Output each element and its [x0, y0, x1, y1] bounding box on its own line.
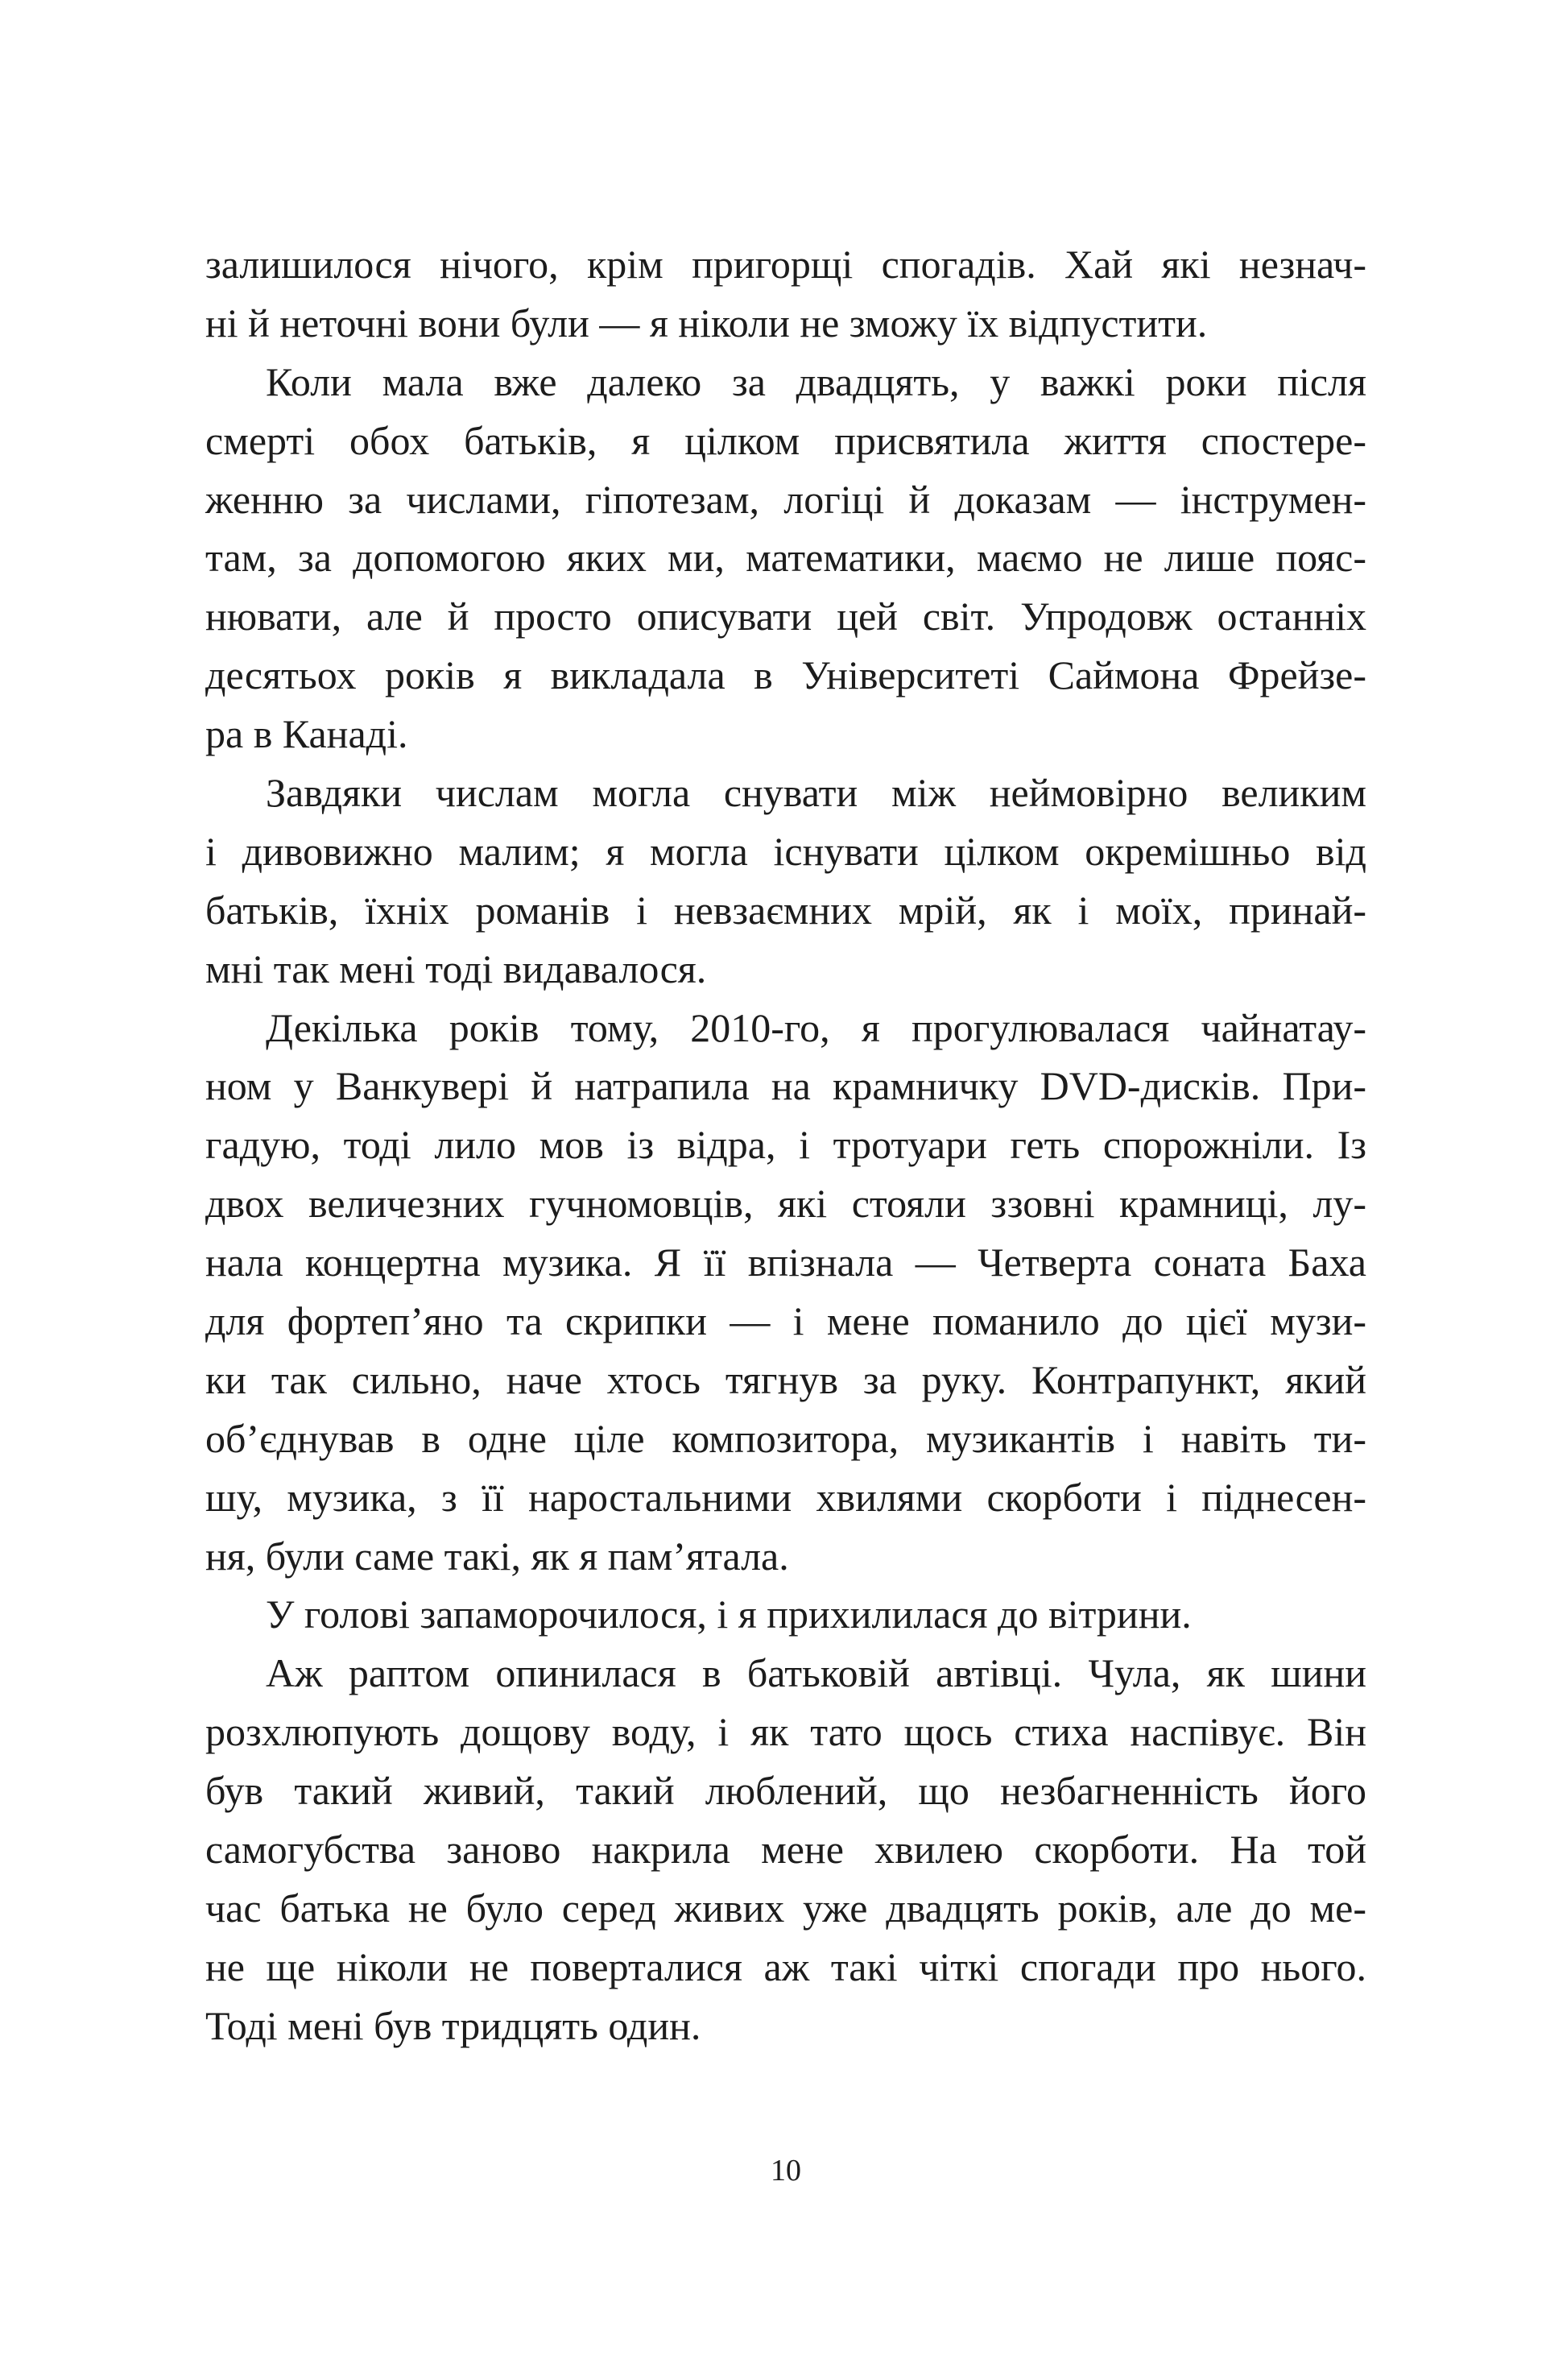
text-line: ні й неточні вони були — я ніколи не зможу їх відпустити.	[205, 300, 1208, 346]
text-line: не ще ніколи не поверталися аж такі чіткі спогади про нього.	[205, 1943, 1366, 1989]
text-line: для фортеп’яно та скрипки — і мене поманило до цієї музи-	[205, 1298, 1366, 1344]
text-line: Декілька років тому, 2010-го, я прогулювалася чайнатау-	[266, 1004, 1366, 1050]
text-line: залишилося нічого, крім пригорщі спогадів. Хай які незнач-	[205, 242, 1366, 287]
text-line: і дивовижно малим; я могла існувати цілком окремішньо від	[205, 828, 1366, 874]
text-line: там, за допомогою яких ми, математики, маємо не лише пояс-	[205, 535, 1366, 581]
text-line: самогубства заново накрила мене хвилею скорботи. На той	[205, 1827, 1366, 1873]
text-line: Завдяки числам могла снувати між неймовірно великим	[266, 770, 1366, 816]
text-line: батьків, їхніх романів і невзаємних мрій, як і моїх, принай-	[205, 887, 1366, 933]
text-line: розхлюпують дощову воду, і як тато щось стиха наспівує. Він	[205, 1709, 1366, 1755]
text-line: мні так мені тоді видавалося.	[205, 946, 707, 991]
text-line: був такий живий, такий люблений, що незбагненність його	[205, 1768, 1366, 1814]
text-line: двох величезних гучномовців, які стояли ззовні крамниці, лу-	[205, 1181, 1366, 1227]
paragraph-6	[205, 1644, 1366, 2055]
text-line: Коли мала вже далеко за двадцять, у важкі роки після	[266, 358, 1366, 404]
text-line: женню за числами, гіпотезам, логіці й доказам — інструмен-	[205, 476, 1366, 522]
paragraph-2	[205, 353, 1366, 764]
text-line: смерті обох батьків, я цілком присвятила життя спостере-	[205, 417, 1366, 463]
text-line: Аж раптом опинилася в батьковій автівці. Чула, як шини	[266, 1650, 1366, 1696]
text-line: ном у Ванкувері й натрапила на крамничку DVD-дисків. При-	[205, 1063, 1366, 1109]
text-line: об’єднував в одне ціле композитора, музикантів і навіть ти-	[205, 1415, 1366, 1461]
text-line: нювати, але й просто описувати цей світ. Упродовж останніх	[205, 594, 1366, 639]
paragraph-3	[205, 764, 1366, 999]
text-line: Тоді мені був тридцять один.	[205, 2002, 701, 2048]
text-line: нала концертна музика. Я її впізнала — Четверта соната Баха	[205, 1240, 1366, 1285]
text-line: ра в Канаді.	[205, 711, 408, 757]
paragraph-4	[205, 999, 1366, 1586]
paragraph-5	[205, 1585, 1366, 1644]
text-line: десятьох років я викладала в Університеті Саймона Фрейзе-	[205, 652, 1366, 698]
body-text	[205, 235, 1366, 2055]
text-line: У голові запаморочилося, і я прихилилася до вітрини.	[266, 1591, 1192, 1637]
text-line: час батька не було серед живих уже двадцять років, але до ме-	[205, 1885, 1366, 1931]
page-number: 10	[771, 2154, 801, 2188]
text-line: гадую, тоді лило мов із відра, і тротуари геть спорожніли. Із	[205, 1122, 1366, 1168]
paragraph-1	[205, 235, 1366, 353]
text-line: ки так сильно, наче хтось тягнув за руку. Контрапункт, який	[205, 1356, 1366, 1402]
text-line: шу, музика, з її наростальними хвилями скорботи і піднесен-	[205, 1474, 1366, 1520]
text-line: ня, були саме такі, як я пам’ятала.	[205, 1533, 789, 1579]
